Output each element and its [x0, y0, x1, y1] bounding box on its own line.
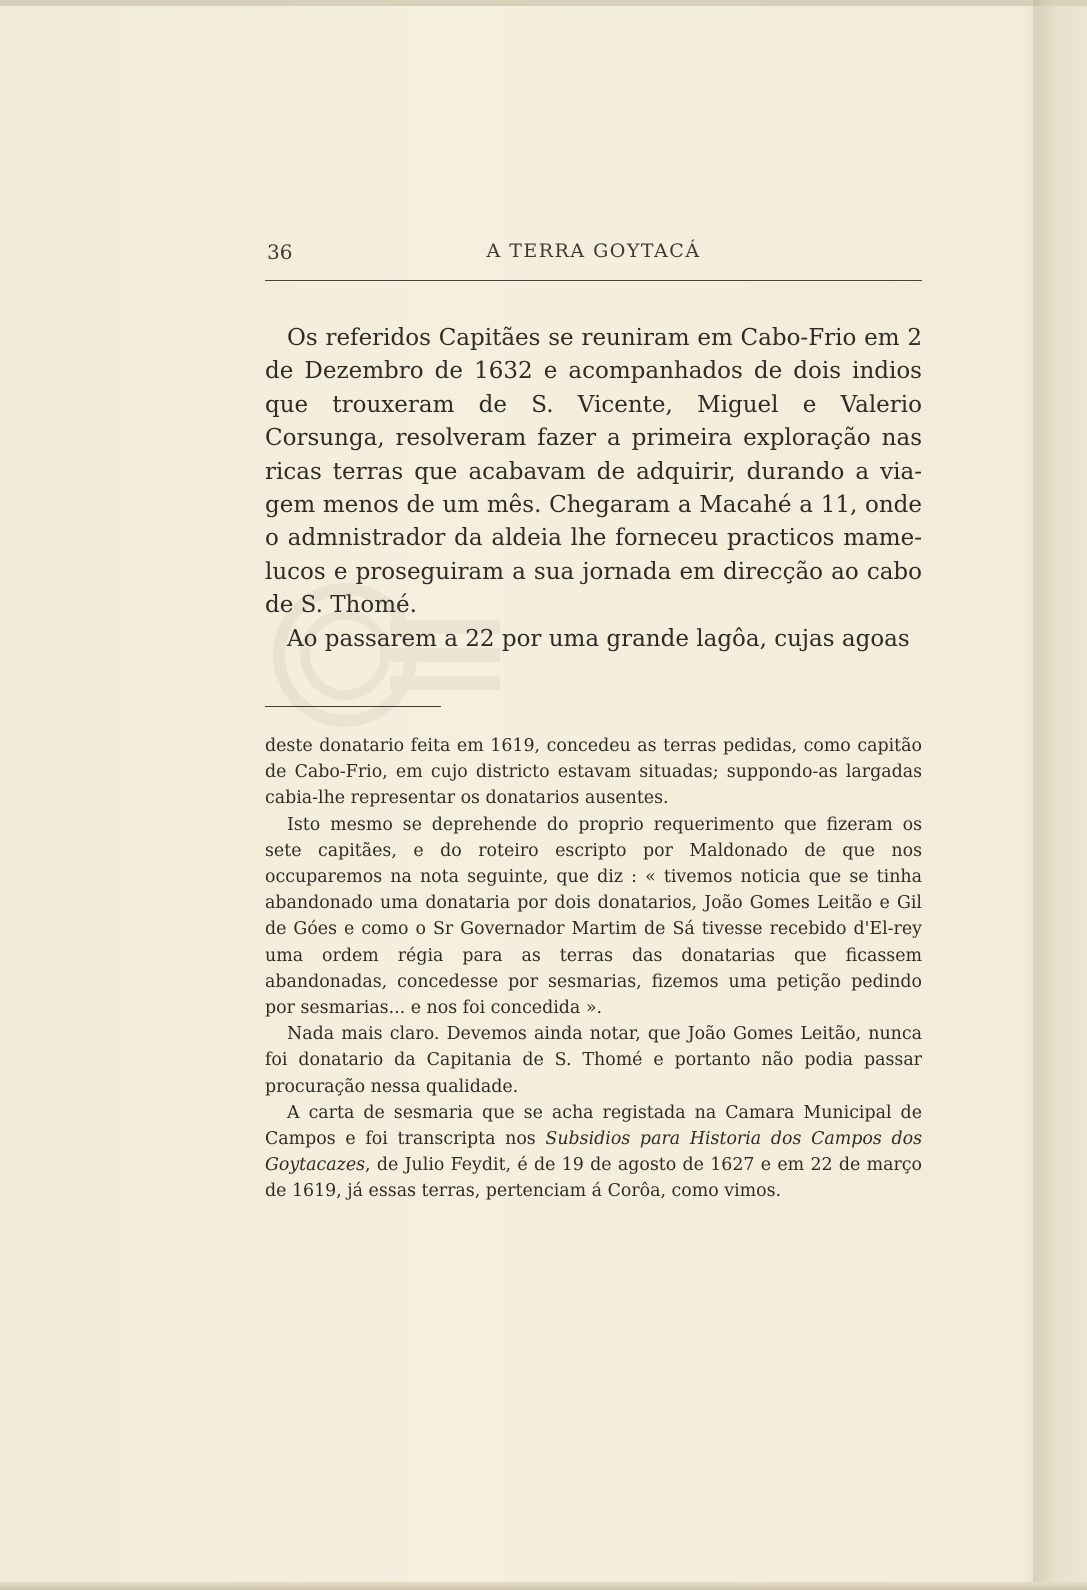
- footnote-paragraph: deste donatario feita em 1619, concedeu as terras pedidas, como capitão de Cabo-Frio, em cujo districto estavam situadas; suppondo-as largadas cabia-lhe representar os donatarios ausentes.: [265, 736, 922, 809]
- body-paragraph: Ao passarem a 22 por uma grande lagôa, cujas agoas: [287, 625, 910, 652]
- book-title: Subsidios para Historia dos Campos dos Goytacazes: [265, 1129, 922, 1176]
- footnotes: [265, 733, 922, 1205]
- body-paragraph: Os referidos Capitães se reuniram em Cabo-Frio em 2 de Dezembro de 1632 e acompanhados de dois indios que trouxeram de S. Vicente, Miguel e Valerio Corsunga, resolveram fazer a primeira exploração nas ricas terras que acabavam de adquirir, durando a viagem menos de um mês. Chegaram a Macahé a 11, onde o admnistrador da aldeia lhe forneceu practicos mamelucos e proseguiram a sua jornada em direcção ao cabo de S. Thomé.: [265, 325, 922, 619]
- footnote-text: , de Julio Feydit, é de 19 de agosto de 1627 e em 22 de março de 1619, já essas terras, pertenciam á Corôa, como vimos.: [265, 1155, 922, 1202]
- footnote-rule: [265, 706, 441, 707]
- page-number: 36: [267, 240, 293, 264]
- running-header: [265, 236, 922, 276]
- page-bottom-edge: [0, 1582, 1087, 1590]
- header-rule: [265, 280, 922, 281]
- footnote-text: A carta de sesmaria que se acha registada na Camara Municipal de Campos e foi transcripta nos: [265, 1102, 922, 1150]
- page-edge-shadow: [1033, 0, 1087, 1590]
- footnote-paragraph: [265, 1100, 922, 1205]
- footnote-paragraph: Nada mais claro. Devemos ainda notar, que João Gomes Leitão, nunca foi donatario da Capitania de S. Thomé e portanto não podia passar procuração nessa qualidade.: [265, 1024, 922, 1097]
- page-top-edge: [0, 0, 1087, 6]
- running-title: A TERRA GOYTACÁ: [486, 240, 701, 262]
- footnote-paragraph: Isto mesmo se deprehende do proprio requerimento que fizeram os sete capitães, e do roteiro escripto por Maldonado de que nos occuparemos na nota seguinte, que diz : « tivemos noticia que se tinha abandonado uma donataria por dois donatarios, João Gomes Leitão e Gil de Góes e como o Sr Governador Martim de Sá tivesse recebido d'El-rey uma ordem régia para as terras das donatarias que ficassem abandonadas, concedesse por sesmarias, fizemos uma petição pedindo por sesmarias... e nos foi concedida ».: [265, 814, 922, 1019]
- main-text: [265, 322, 922, 656]
